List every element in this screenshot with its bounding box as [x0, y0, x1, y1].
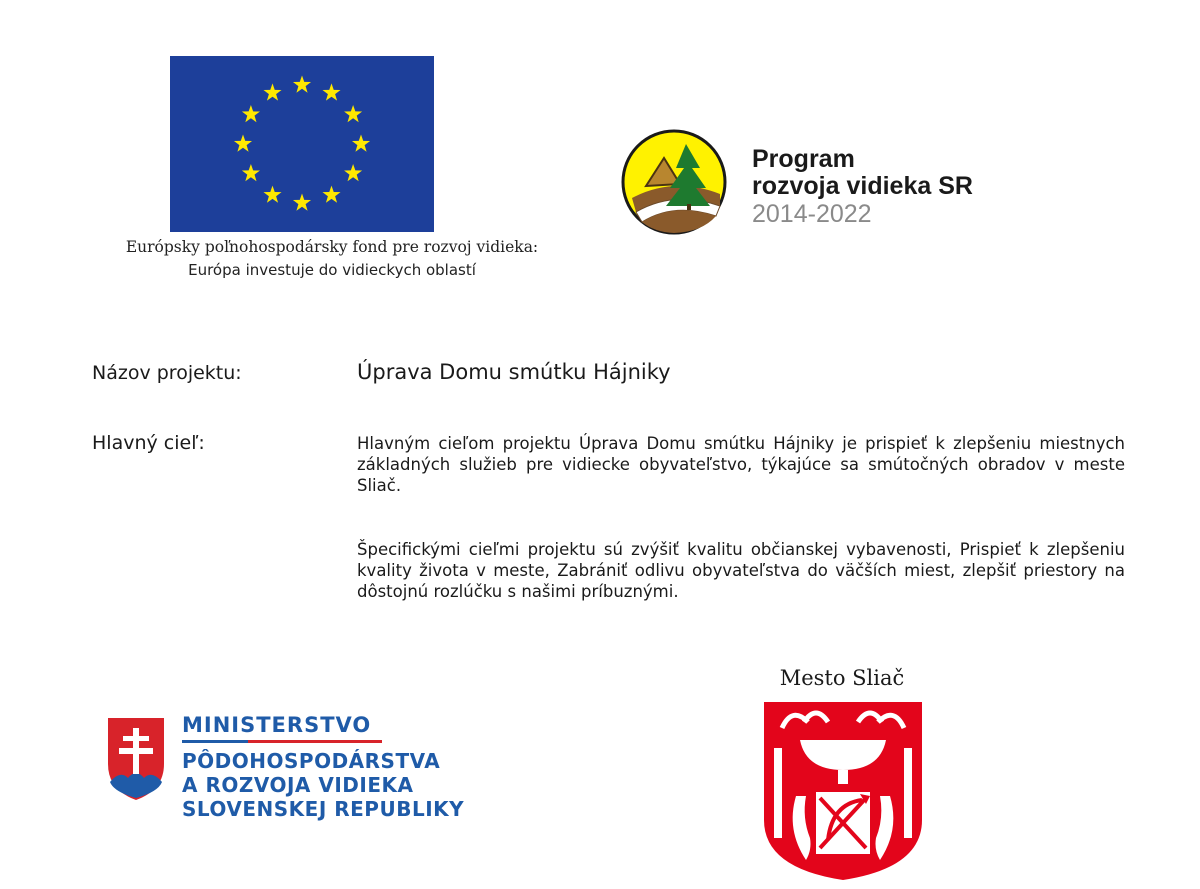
prv-years: 2014-2022	[752, 200, 872, 228]
city-name: Mesto Sliač	[779, 666, 905, 690]
slovak-coat-of-arms-icon	[106, 716, 166, 802]
prv-title-line1: Program	[752, 145, 855, 173]
goal-paragraph-main: Hlavným cieľom projektu Úprava Domu smútku Hájniky je prispieť k zlepšeniu miestnych základných služieb pre vidiecke obyvateľstvo, týkajúce sa smútočných obradov v meste Sliač.	[357, 434, 1125, 495]
prv-title	[752, 146, 973, 228]
ministry-line1: MINISTERSTVO	[182, 713, 372, 737]
sliac-coat-of-arms-icon	[762, 700, 924, 882]
project-name-label: Názov projektu:	[92, 362, 242, 384]
ministry-line4: SLOVENSKEJ REPUBLIKY	[182, 797, 465, 821]
project-name-value: Úprava Domu smútku Hájniky	[357, 360, 671, 384]
goal-paragraph-specific: Špecifickými cieľmi projektu sú zvýšiť kvalitu občianskej vybavenosti, Prispieť k zlepšeniu kvality života v meste, Zabrániť odlivu obyvateľstva do väčších miest, zlepšiť priestory na dôstojnú rozlúčku s našimi príbuznými.	[357, 540, 1125, 601]
eu-caption-line1: Európsky poľnohospodársky fond pre rozvoj vidieka:	[125, 238, 539, 256]
prv-emblem-logo	[620, 128, 728, 236]
project-goal-label: Hlavný cieľ:	[92, 432, 205, 454]
ministry-name	[182, 712, 464, 821]
eu-fund-caption	[60, 236, 604, 282]
eu-caption-line2: Európa investuje do vidieckych oblastí	[188, 261, 476, 279]
ministry-line2: PÔDOHOSPODÁRSTVA	[182, 749, 441, 773]
eu-flag-logo	[170, 56, 434, 232]
prv-title-line2: rozvoja vidieka SR	[752, 172, 973, 200]
ministry-divider	[182, 740, 382, 743]
ministry-line3: A ROZVOJA VIDIEKA	[182, 773, 414, 797]
